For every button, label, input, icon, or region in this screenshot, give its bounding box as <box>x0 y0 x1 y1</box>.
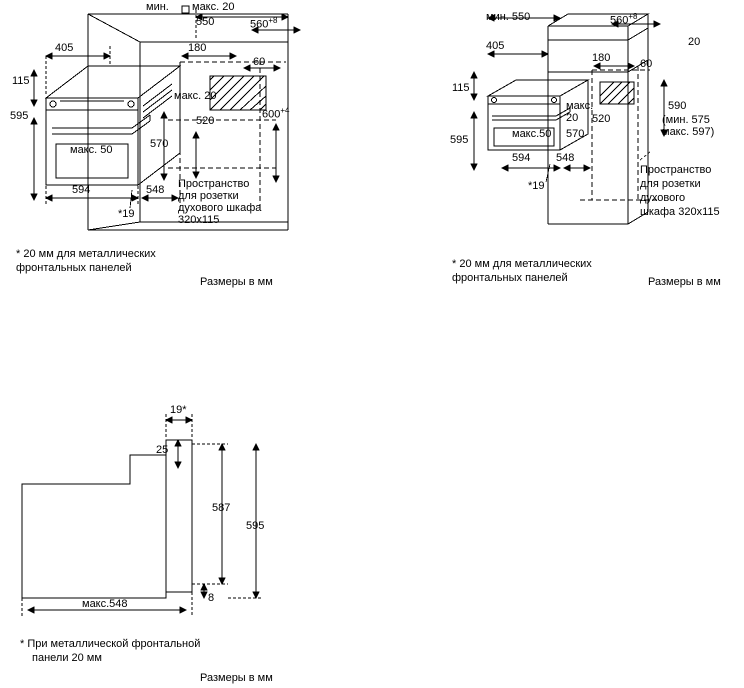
label-socket-right-3: духового <box>640 192 686 204</box>
label-600-plus4: $600^{+4}$ <box>262 106 290 121</box>
label-560-plus8: $560^{+8}$ <box>250 16 278 31</box>
label-min-word: мин. <box>146 1 169 13</box>
right-socket-hatch <box>600 82 634 104</box>
footnote-left-1: * 20 мм для металлических <box>16 248 156 260</box>
label-max-20-left: макс. 20 <box>174 90 217 102</box>
footnote-right-1: * 20 мм для металлических <box>452 258 592 270</box>
label-socket-left-1: Пространство <box>178 178 250 190</box>
label-180-right: 180 <box>592 52 611 64</box>
label-star19-right: *19 <box>528 180 545 192</box>
label-560-plus8-right: $560^{+8}$ <box>610 12 638 27</box>
label-595-right: 595 <box>450 134 469 146</box>
bottom-dimensions <box>22 414 265 616</box>
label-socket-right-4: шкафа 320х115 <box>640 206 720 218</box>
label-570-left: 570 <box>150 138 169 150</box>
footnote-left-2: фронтальных панелей <box>16 262 132 274</box>
label-587: 587 <box>212 502 231 514</box>
label-548-left: 548 <box>146 184 165 196</box>
label-8: 8 <box>208 592 215 604</box>
label-max-50-right: макс.50 <box>512 128 552 140</box>
label-max-548: макс.548 <box>82 598 128 610</box>
label-590-right: 590 <box>668 100 687 112</box>
footnote-right-2: фронтальных панелей <box>452 272 568 284</box>
label-60-right: 60 <box>640 58 653 70</box>
label-595-left: 595 <box>10 110 29 122</box>
label-socket-left-2: для розетки <box>178 190 239 202</box>
label-25: 25 <box>156 444 169 456</box>
label-405-right: 405 <box>486 40 505 52</box>
label-19-star: 19* <box>170 404 187 416</box>
label-20-right: 20 <box>688 36 701 48</box>
left-oven-body <box>46 66 180 185</box>
label-590-note-1: (мин. 575 <box>662 114 710 126</box>
label-594-right: 594 <box>512 152 531 164</box>
label-max-right: макс. <box>566 100 594 112</box>
label-60-left: 60 <box>253 56 266 68</box>
left-socket-hatch <box>210 76 266 110</box>
label-socket-left-3: духового шкафа <box>178 202 262 214</box>
label-socket-right-2: для розетки <box>640 178 701 190</box>
label-socket-right-1: Пространство <box>640 164 712 176</box>
label-570-right: 570 <box>566 128 585 140</box>
label-min-550-right: мин. 550 <box>486 11 531 23</box>
label-180-left: 180 <box>188 42 207 54</box>
label-max-50-left: макс. 50 <box>70 144 113 156</box>
footnote-bottom-2: панели 20 мм <box>32 652 102 664</box>
label-max-20-top: макс. 20 <box>192 1 235 13</box>
bottom-profile <box>22 440 192 598</box>
label-594-left: 594 <box>72 184 91 196</box>
label-520-right: 520 <box>592 113 611 125</box>
units-note-right: Размеры в мм <box>648 276 721 288</box>
label-115-left: 115 <box>12 75 30 87</box>
label-405-left: 405 <box>55 42 74 54</box>
footnote-bottom-1: * При металлической фронтальной <box>20 638 201 650</box>
label-115-right: 115 <box>452 82 470 94</box>
label-max-20-right-val: 20 <box>566 112 579 124</box>
label-548-right: 548 <box>556 152 575 164</box>
label-star19-left: *19 <box>118 208 135 220</box>
label-520-left: 520 <box>196 115 215 127</box>
label-550: 550 <box>196 16 215 28</box>
units-note-left: Размеры в мм <box>200 276 273 288</box>
label-socket-left-4: 320х115 <box>178 214 220 226</box>
label-595-bottom: 595 <box>246 520 265 532</box>
units-note-bottom: Размеры в мм <box>200 672 273 684</box>
label-590-note-2: макс. 597) <box>662 126 715 138</box>
